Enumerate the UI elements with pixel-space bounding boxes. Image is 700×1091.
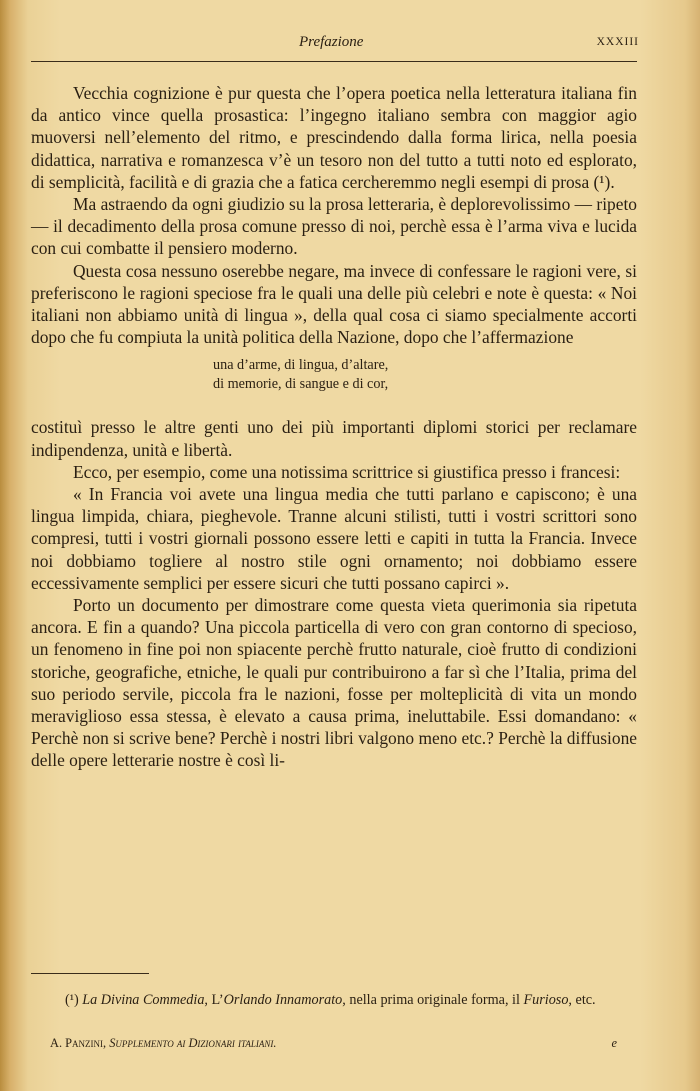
- footnote-work: Orlando Innamorato: [223, 992, 343, 1008]
- footnote: [31, 990, 637, 1010]
- page-number: XXXIII: [596, 36, 639, 48]
- paragraph: Vecchia cognizione è pur questa che l’opera poetica nella letteratura italiana fin da antico vince quella prosastica: l’ingegno italiano sembra con maggior agio muoversi nell’elemento del ritmo, e prescindendo dalla forma lirica, nella poesia didattica, narrativa e romanzesca v’è un tesoro non del tutto a tutti noto ed esplorato, di semplicità, facilità e di grazia che a fatica cercheremmo negli esempi di prosa (¹).: [31, 83, 637, 192]
- paragraph: Ecco, per esempio, come una notissima scrittrice si giustifica presso i francesi:: [73, 461, 621, 482]
- signature-author-text: A. Panzini,: [50, 1036, 107, 1050]
- footnote-marker: (¹): [65, 992, 79, 1008]
- body-text: [31, 82, 637, 772]
- footnote-text: , etc.: [568, 992, 596, 1008]
- footnote-rule: [31, 973, 149, 974]
- footnote-text: , L’: [204, 992, 224, 1008]
- paragraph: Questa cosa nessuno oserebbe negare, ma invece di confessare le ragioni vere, si preferiscono le ragioni speciose fra le quali una delle più celebri e note è questa: « Noi italiani non abbiamo unità di lingua », della qual cosa ci siamo specialmente accorti dopo che fu compiuta la unità politica della Nazione, dopo che l’affermazione: [31, 260, 637, 348]
- page-header: [31, 34, 639, 54]
- signature-mark: e: [611, 1036, 617, 1050]
- signature-author: [50, 1036, 276, 1051]
- signature-title: Supplemento ai Dizionari italiani.: [109, 1036, 277, 1050]
- running-title: Prefazione: [299, 34, 364, 50]
- header-rule: [31, 61, 637, 62]
- verse-line: una d’arme, di lingua, d’altare,: [213, 357, 389, 374]
- footnote-work: La Divina Commedia: [82, 992, 205, 1008]
- paragraph-continuation: costituì presso le altre genti uno dei più importanti diplomi storici per reclamare indipendenza, unità e libertà.: [31, 417, 637, 460]
- paragraph: Porto un documento per dimostrare come questa vieta querimonia sia ripetuta ancora. E fin a quando? Una piccola particella di vero con gran contorno di specioso, un fenomeno in fine poi non spiacente perchè frutto naturale, cioè frutto di condizioni storiche, geografiche, etniche, le quali pur contribuirono a far sì che l’Italia, prima del suo periodo servile, piccola fra le nazioni, fosse per molteplicità di vita un mondo meraviglioso essa stessa, è elevato a causa prima, ineluttabile. Essi domandano: « Perchè non si scrive bene? Perchè i nostri libri valgono meno etc.? Perchè la diffusione delle opere letterarie nostre è così li-: [31, 595, 637, 771]
- verse-quote: [213, 356, 637, 394]
- verse-line: di memorie, di sangue e di cor,: [213, 376, 389, 393]
- quoted-paragraph: « In Francia voi avete una lingua media che tutti parlano e capiscono; è una lingua limpida, chiara, pieghevole. Tranne alcuni stilisti, tutti i vostri scrittori sono compresi, tutti i vostri giornali possono essere letti e capiti in tutta la Francia. Invece noi dobbiamo togliere al nostro stile ogni ornamento; noi dobbiamo essere eccessivamente semplici per essere sicuri che tutti possano capirci ».: [31, 484, 637, 593]
- footnote-work: Furioso: [523, 992, 569, 1008]
- footnote-text: , nella prima originale forma, il: [342, 992, 524, 1008]
- paragraph: Ma astraendo da ogni giudizio su la prosa letteraria, è deplorevolissimo — ripeto — il decadimento della prosa comune presso di noi, perchè essa è l’arma viva e lucida con cui combatte il pensiero moderno.: [31, 194, 637, 259]
